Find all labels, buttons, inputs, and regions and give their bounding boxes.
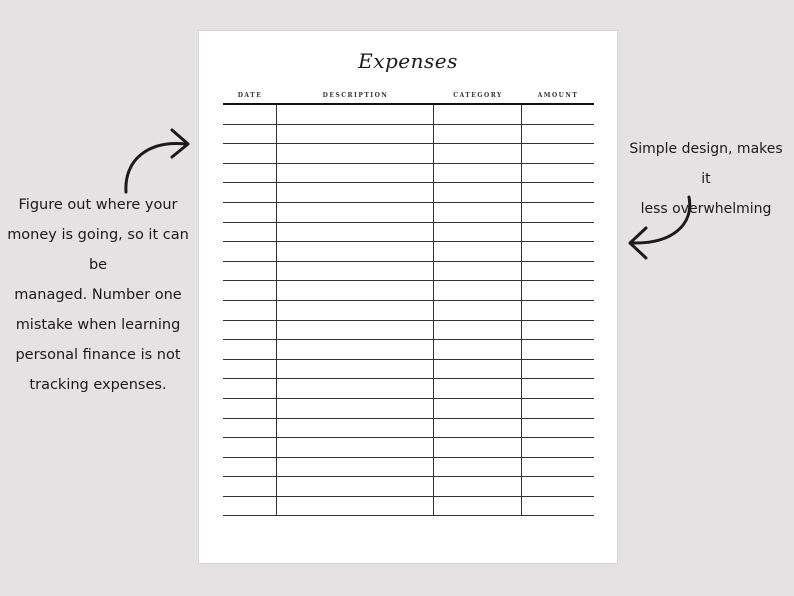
sheet-title: Expenses [358, 49, 458, 73]
column-header-date: DATE [237, 92, 263, 99]
column-header-category: CATEGORY [453, 92, 503, 99]
right-annotation-text: Simple design, makes it less overwhelming [629, 141, 783, 217]
column-header-amount: AMOUNT [537, 92, 579, 99]
left-annotation-text: Figure out where your money is going, so it can be managed. Number one mistake when learning personal finance is not tracking expenses. [7, 197, 189, 393]
column-header-description: DESCRIPTION [322, 92, 389, 99]
